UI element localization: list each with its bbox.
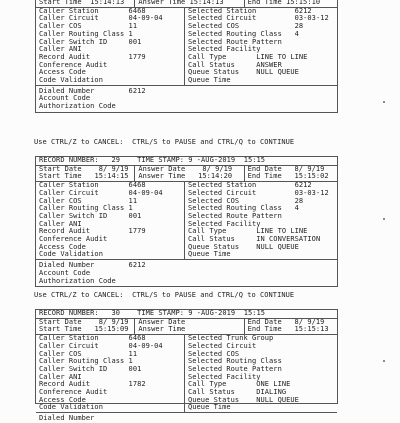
selected-field: Queue Status NULL QUEUE xyxy=(188,68,299,77)
selected-field: Selected COS 28 xyxy=(188,196,304,205)
caller-field: Caller Circuit 04-09-04 xyxy=(39,188,163,197)
selected-field: Call Type LINE TO LINE xyxy=(188,227,308,236)
start-time-cell: Start Time 15:14:13 xyxy=(36,0,135,7)
dialed-number: Dialed Number 6212 xyxy=(39,86,146,95)
dialed-number: Dialed Number 6212 xyxy=(39,261,146,270)
selected-field: Queue Status NULL QUEUE xyxy=(188,395,299,404)
selected-fields xyxy=(185,182,337,259)
selected-field: Selected Routing Class 4 xyxy=(188,204,299,213)
selected-field: Call Status IN CONVERSATION xyxy=(188,235,321,244)
selected-field: Selected Routing Class 4 xyxy=(188,29,299,38)
caller-field: Caller Circuit 04-09-04 xyxy=(39,341,163,350)
selected-field: Selected Trunk Group xyxy=(188,335,274,343)
record-header: RECORD NUMBER: 29 TIME STAMP: 9 -AUG-2019 15:15 xyxy=(39,157,266,164)
end-cell: End Date 8/ 9/19 End Time 15:15:13 xyxy=(247,318,329,334)
account-code: Account Code xyxy=(39,94,91,103)
caller-field: Conference Audit xyxy=(39,235,108,244)
authorization-code: Authorization Code xyxy=(39,102,116,111)
caller-fields xyxy=(36,182,185,259)
caller-field: Caller Circuit 04-09-04 xyxy=(39,14,163,23)
caller-field: Caller Station 6468 xyxy=(39,182,146,190)
account-code: Account Code xyxy=(39,268,91,277)
caller-fields xyxy=(36,8,185,85)
caller-field: Conference Audit xyxy=(39,388,108,397)
caller-field: Caller Switch ID 001 xyxy=(39,211,142,220)
selected-field: Queue Time xyxy=(188,250,231,259)
selected-field: Call Type ONE LINE xyxy=(188,380,291,389)
caller-field: Conference Audit xyxy=(39,60,108,69)
answer-cell: Answer Date 8/ 9/19 Answer Time 15:14:20 xyxy=(135,166,244,181)
selected-field: Call Status DIALING xyxy=(188,388,287,397)
selected-field: Selected Circuit 03-03-12 xyxy=(188,188,329,197)
caller-field: Caller COS 11 xyxy=(39,22,138,31)
caller-field: Caller COS 11 xyxy=(39,196,138,205)
caller-field: Code Validation xyxy=(39,403,103,412)
caller-field: Caller ANI xyxy=(39,372,82,381)
dial-section xyxy=(36,85,337,112)
selected-field: Queue Status NULL QUEUE xyxy=(188,242,299,251)
caller-field: Access Code xyxy=(39,68,86,77)
answer-time-cell: Answer Time 15:14:13 xyxy=(135,0,244,7)
caller-field: Access Code xyxy=(39,242,86,251)
record-header: RECORD NUMBER: 30 TIME STAMP: 9 -AUG-2019 15:15 xyxy=(39,310,266,317)
record-28 xyxy=(35,0,338,113)
caller-field: Caller Switch ID 001 xyxy=(39,364,142,373)
stray-dot xyxy=(383,360,385,362)
selected-field: Selected Route Pattern xyxy=(188,211,282,220)
selected-field: Selected COS 28 xyxy=(188,22,304,31)
end-time-cell: End Time 15:15:10 xyxy=(247,0,321,6)
caller-field: Caller Routing Class 1 xyxy=(39,357,133,366)
caller-field: Caller Routing Class 1 xyxy=(39,29,133,38)
caller-field: Caller COS 11 xyxy=(39,349,138,358)
caller-field: Record Audit 1779 xyxy=(39,227,146,236)
authorization-code: Authorization Code xyxy=(39,276,116,285)
dial-section xyxy=(36,259,337,286)
selected-field: Selected Circuit 03-03-12 xyxy=(188,14,329,23)
record-30 xyxy=(35,309,338,423)
dial-section xyxy=(36,412,337,423)
caller-fields xyxy=(36,335,185,412)
selected-field: Selected Station 6212 xyxy=(188,7,312,15)
selected-field: Selected Facility xyxy=(188,219,261,228)
caller-field: Access Code xyxy=(39,395,86,404)
caller-field: Caller Station 6468 xyxy=(39,7,146,15)
selected-field: Selected COS xyxy=(188,349,240,358)
caller-field: Caller Station 6468 xyxy=(39,335,146,343)
selected-field: Call Status ANSWER xyxy=(188,60,282,69)
record-29 xyxy=(35,156,338,287)
cancel-instructions: Use CTRL/Z to CANCEL: CTRL/S to PAUSE and CTRL/Q to CONTINUE xyxy=(34,138,295,146)
selected-field: Selected Circuit xyxy=(188,341,257,350)
selected-field: Selected Facility xyxy=(188,372,261,381)
selected-field: Selected Facility xyxy=(188,45,261,54)
caller-field: Caller Switch ID 001 xyxy=(39,37,142,46)
dialed-number: Dialed Number xyxy=(39,414,95,423)
caller-field: Record Audit 1782 xyxy=(39,380,146,389)
caller-field: Record Audit 1779 xyxy=(39,52,146,61)
selected-field: Call Type LINE TO LINE xyxy=(188,52,308,61)
caller-field: Caller ANI xyxy=(39,219,82,228)
caller-field: Code Validation xyxy=(39,76,103,85)
selected-fields xyxy=(185,335,337,412)
selected-field: Selected Route Pattern xyxy=(188,37,282,46)
stray-dot xyxy=(383,218,385,220)
start-cell: Start Date 8/ 9/19 Start Time 15:14:15 xyxy=(36,166,135,181)
caller-field: Caller Routing Class 1 xyxy=(39,204,133,213)
selected-field: Selected Routing Class xyxy=(188,357,282,366)
answer-cell: Answer Date Answer Time xyxy=(135,319,244,334)
selected-fields xyxy=(185,8,337,85)
cancel-instructions: Use CTRL/Z to CANCEL: CTRL/S to PAUSE and CTRL/Q to CONTINUE xyxy=(34,291,295,299)
selected-field: Queue Time xyxy=(188,403,231,412)
stray-dot xyxy=(383,101,385,103)
end-cell: End Date 8/ 9/19 End Time 15:15:02 xyxy=(247,165,329,181)
selected-field: Queue Time xyxy=(188,76,231,85)
caller-field: Caller ANI xyxy=(39,45,82,54)
caller-field: Code Validation xyxy=(39,250,103,259)
selected-field: Selected Station 6212 xyxy=(188,182,312,190)
start-cell: Start Date 8/ 9/19 Start Time 15:15:09 xyxy=(36,319,135,334)
selected-field: Selected Route Pattern xyxy=(188,364,282,373)
